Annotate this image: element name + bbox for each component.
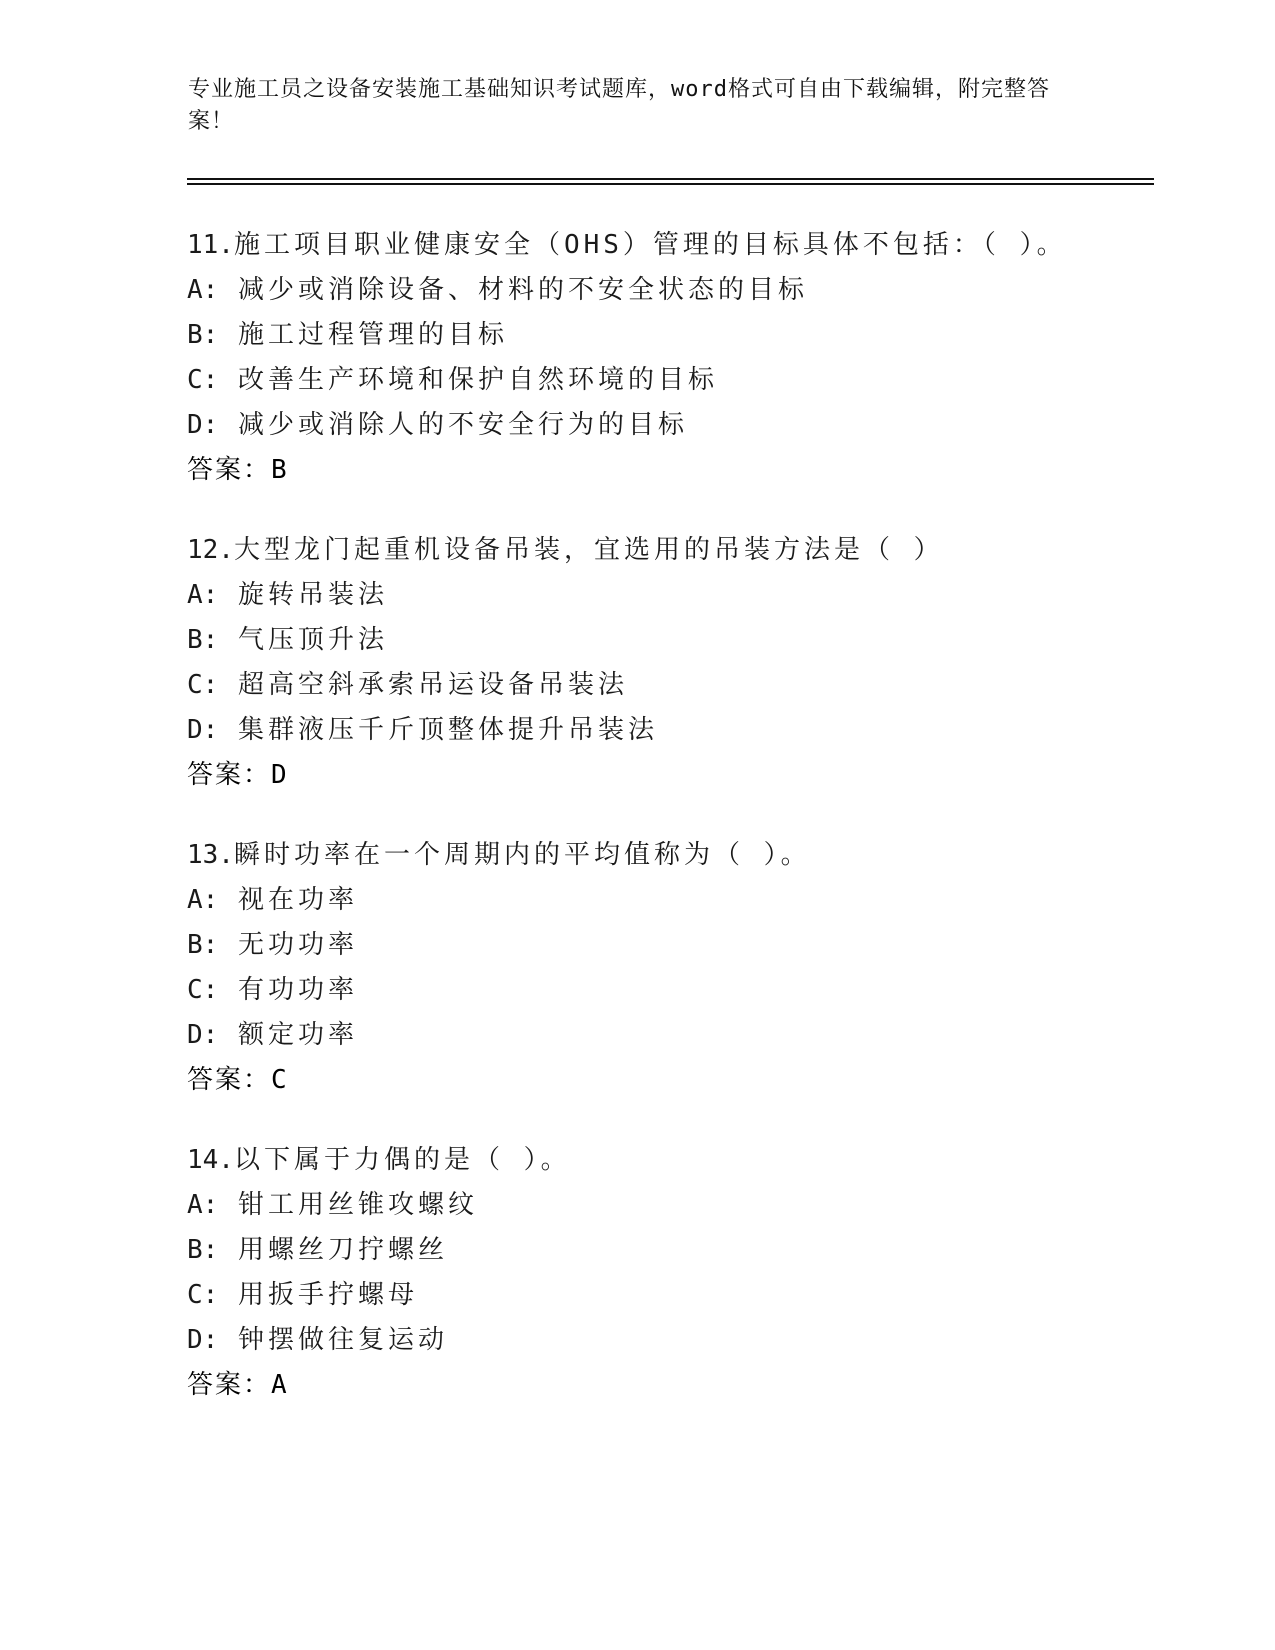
option-text: 减少或消除人的不安全行为的目标 xyxy=(237,410,688,440)
question-text: 以下属于力偶的是（ ）。 xyxy=(233,1145,571,1175)
option-d xyxy=(187,1318,1167,1363)
answer-label: 答案： xyxy=(187,1065,272,1095)
option-b xyxy=(187,618,1167,663)
option-text: 钟摆做往复运动 xyxy=(237,1325,448,1355)
answer-value: D xyxy=(271,760,287,790)
answer-line xyxy=(187,1363,1167,1408)
question-number: 14. xyxy=(187,1145,234,1175)
option-key: B: xyxy=(187,1235,219,1265)
header-divider-bottom xyxy=(187,183,1154,185)
question-number: 11. xyxy=(187,230,234,260)
option-a xyxy=(187,1183,1167,1228)
answer-value: A xyxy=(271,1370,287,1400)
option-text: 施工过程管理的目标 xyxy=(237,320,508,350)
question-text: 大型龙门起重机设备吊装，宜选用的吊装方法是（ ） xyxy=(233,535,944,565)
option-key: C: xyxy=(187,1280,219,1310)
answer-value: B xyxy=(271,455,287,485)
option-text: 用扳手拧螺母 xyxy=(237,1280,418,1310)
option-a xyxy=(187,878,1167,923)
option-key: A: xyxy=(187,580,219,610)
question-block xyxy=(187,223,1167,493)
document-header: 专业施工员之设备安装施工基础知识考试题库，word格式可自由下载编辑，附完整答案！ xyxy=(188,77,1050,134)
answer-line xyxy=(187,753,1167,798)
option-text: 旋转吊装法 xyxy=(237,580,388,610)
question-stem xyxy=(187,528,1167,573)
option-text: 用螺丝刀拧螺丝 xyxy=(237,1235,448,1265)
option-text: 集群液压千斤顶整体提升吊装法 xyxy=(237,715,658,745)
option-key: C: xyxy=(187,365,219,395)
question-text: 施工项目职业健康安全（OHS）管理的目标具体不包括：（ ）。 xyxy=(233,230,1067,260)
option-a xyxy=(187,268,1167,313)
answer-label: 答案： xyxy=(187,455,272,485)
option-c xyxy=(187,968,1167,1013)
option-key: D: xyxy=(187,1020,219,1050)
option-text: 无功功率 xyxy=(237,930,358,960)
question-stem xyxy=(187,833,1167,878)
answer-line xyxy=(187,1058,1167,1103)
option-d xyxy=(187,708,1167,753)
question-stem xyxy=(187,1138,1167,1183)
question-number: 13. xyxy=(187,840,234,870)
option-key: B: xyxy=(187,930,219,960)
option-text: 钳工用丝锥攻螺纹 xyxy=(237,1190,478,1220)
option-key: A: xyxy=(187,885,219,915)
answer-value: C xyxy=(271,1065,287,1095)
answer-line xyxy=(187,448,1167,493)
option-key: D: xyxy=(187,1325,219,1355)
option-d xyxy=(187,1013,1167,1058)
option-d xyxy=(187,403,1167,448)
header-divider-top xyxy=(187,178,1154,180)
answer-label: 答案： xyxy=(187,760,272,790)
question-text: 瞬时功率在一个周期内的平均值称为（ ）。 xyxy=(233,840,811,870)
answer-label: 答案： xyxy=(187,1370,272,1400)
option-key: D: xyxy=(187,410,219,440)
option-text: 改善生产环境和保护自然环境的目标 xyxy=(237,365,718,395)
question-block xyxy=(187,1138,1167,1408)
option-key: A: xyxy=(187,1190,219,1220)
option-key: B: xyxy=(187,625,219,655)
option-key: C: xyxy=(187,670,219,700)
option-key: B: xyxy=(187,320,219,350)
question-block xyxy=(187,528,1167,798)
option-c xyxy=(187,663,1167,708)
option-key: A: xyxy=(187,275,219,305)
option-a xyxy=(187,573,1167,618)
option-text: 额定功率 xyxy=(237,1020,358,1050)
option-b xyxy=(187,1228,1167,1273)
option-text: 超高空斜承索吊运设备吊装法 xyxy=(237,670,628,700)
option-b xyxy=(187,923,1167,968)
option-text: 有功功率 xyxy=(237,975,358,1005)
option-key: C: xyxy=(187,975,219,1005)
option-c xyxy=(187,1273,1167,1318)
option-text: 气压顶升法 xyxy=(237,625,388,655)
option-text: 减少或消除设备、材料的不安全状态的目标 xyxy=(237,275,808,305)
option-key: D: xyxy=(187,715,219,745)
option-c xyxy=(187,358,1167,403)
question-block xyxy=(187,833,1167,1103)
question-number: 12. xyxy=(187,535,234,565)
question-stem xyxy=(187,223,1167,268)
option-text: 视在功率 xyxy=(237,885,358,915)
option-b xyxy=(187,313,1167,358)
